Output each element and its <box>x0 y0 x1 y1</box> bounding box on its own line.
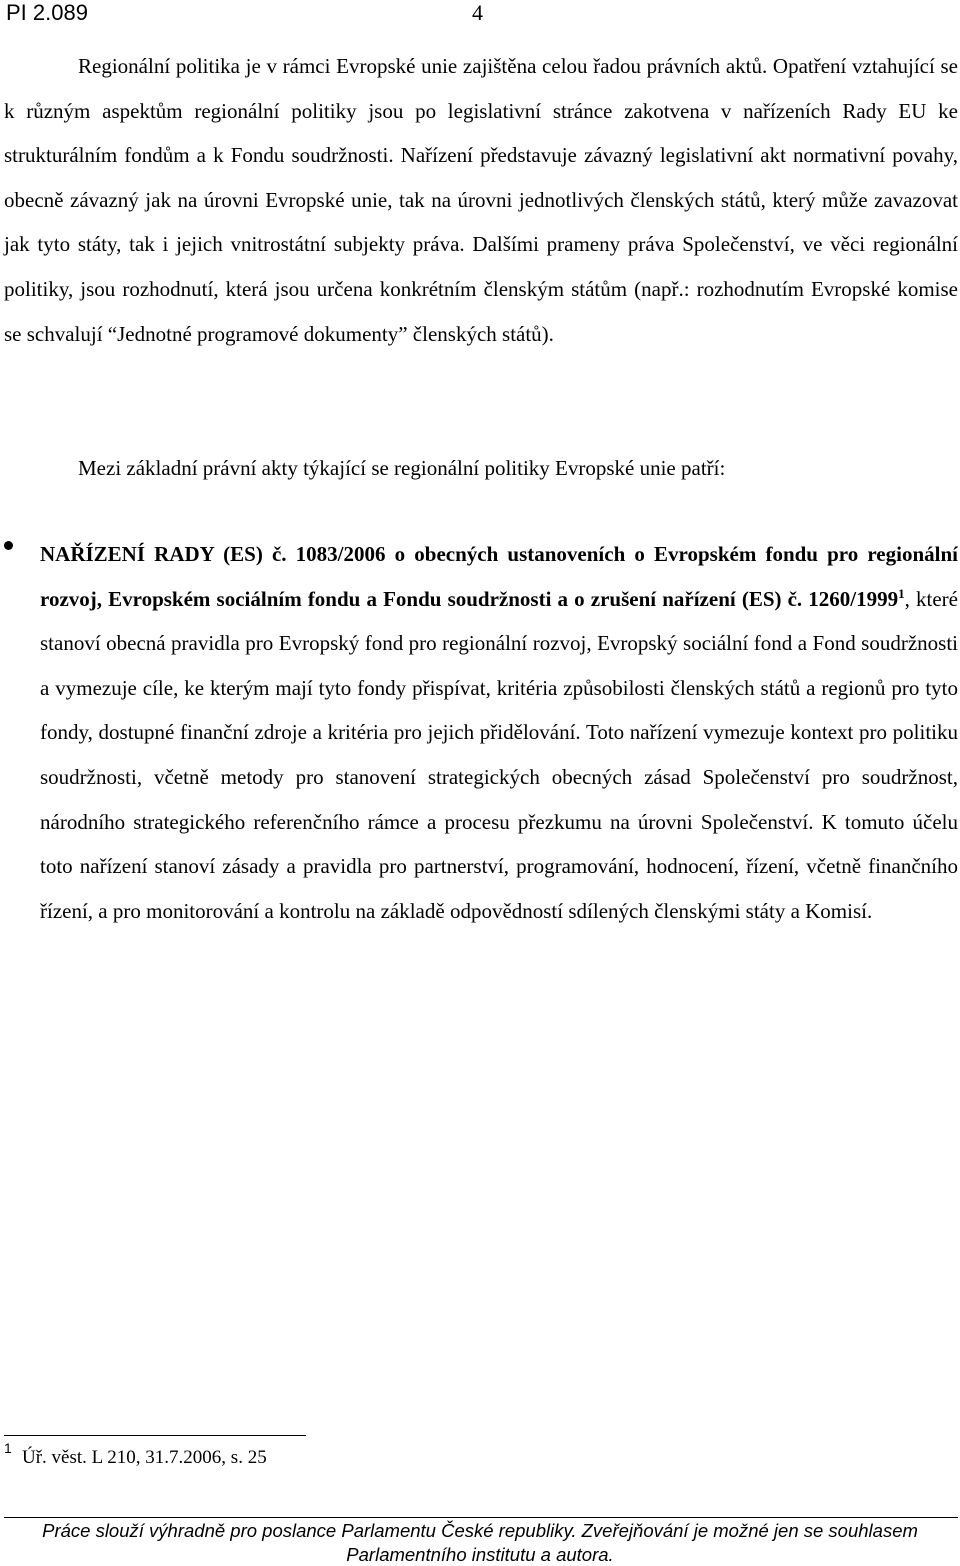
regulation-description: , které stanoví obecná pravidla pro Evropský fond pro regionální rozvoj, Evropský sociální fond a Fond soudržnosti a vymezuje cíle, ke kterým mají tyto fondy přispívat, kritéria způsobilosti členských států a regionů pro tyto fondy, dostupné finanční zdroje a kritéria pro jejich přidělování. Toto nařízení vymezuje kontext pro politiku soudržnosti, včetně metody pro stanovení strategických obecných zásad Společenství pro soudržnost, národního strategického referenčního rámce a procesu přezkumu na úrovni Společenství. K tomuto účelu toto nařízení stanoví zásady a pravidla pro partnerství, programování, hodnocení, řízení, včetně finančního řízení, a pro monitorování a kontrolu na základě odpovědností sdílených členskými státy a Komisí. <box>40 586 958 923</box>
page-number: 4 <box>472 0 483 25</box>
footnote-mark: 1 <box>4 1440 12 1456</box>
list-intro-paragraph: Mezi základní právní akty týkající se regionální politiky Evropské unie patří: <box>78 456 726 480</box>
list-item <box>40 532 958 933</box>
intro-paragraph: Regionální politika je v rámci Evropské unie zajištěna celou řadou právních aktů. Opatření vztahující se k různým aspektům regionální politiky jsou po legislativní stránce zakotvena v nařízeních Rady EU ke strukturálním fondům a k Fondu soudržnosti. Nařízení představuje závazný legislativní akt normativní povahy, obecně závazný jak na úrovni Evropské unie, tak na úrovni jednotlivých členských států, který může zavazovat jak tyto státy, tak i jejich vnitrostátní subjekty práva. Dalšími prameny práva Společenství, ve věci regionální politiky, jsou rozhodnutí, která jsou určena konkrétním členským státům (např.: rozhodnutím Evropské komise se schvalují “Jednotné programové dokumenty” členských států). <box>4 54 958 346</box>
footer-notice-line2: Parlamentního institutu a autora. <box>346 1544 614 1565</box>
footer-separator <box>4 1517 958 1518</box>
regulation-title: NAŘÍZENÍ RADY (ES) č. 1083/2006 o obecných ustanoveních o Evropském fondu pro regionální rozvoj, Evropském sociálním fondu a Fondu soudržnosti a o zrušení nařízení (ES) č. 1260/1999 <box>40 542 958 611</box>
footnote-text: Úř. věst. L 210, 31.7.2006, s. 25 <box>22 1447 267 1468</box>
footnote-reference[interactable]: 1 <box>898 585 905 601</box>
document-id: PI 2.089 <box>6 0 88 25</box>
bullet-icon <box>4 541 13 550</box>
footnote-separator <box>4 1435 306 1436</box>
footer-notice-line1: Práce slouží výhradně pro poslance Parlamentu České republiky. Zveřejňování je možné jen se souhlasem <box>42 1520 918 1541</box>
